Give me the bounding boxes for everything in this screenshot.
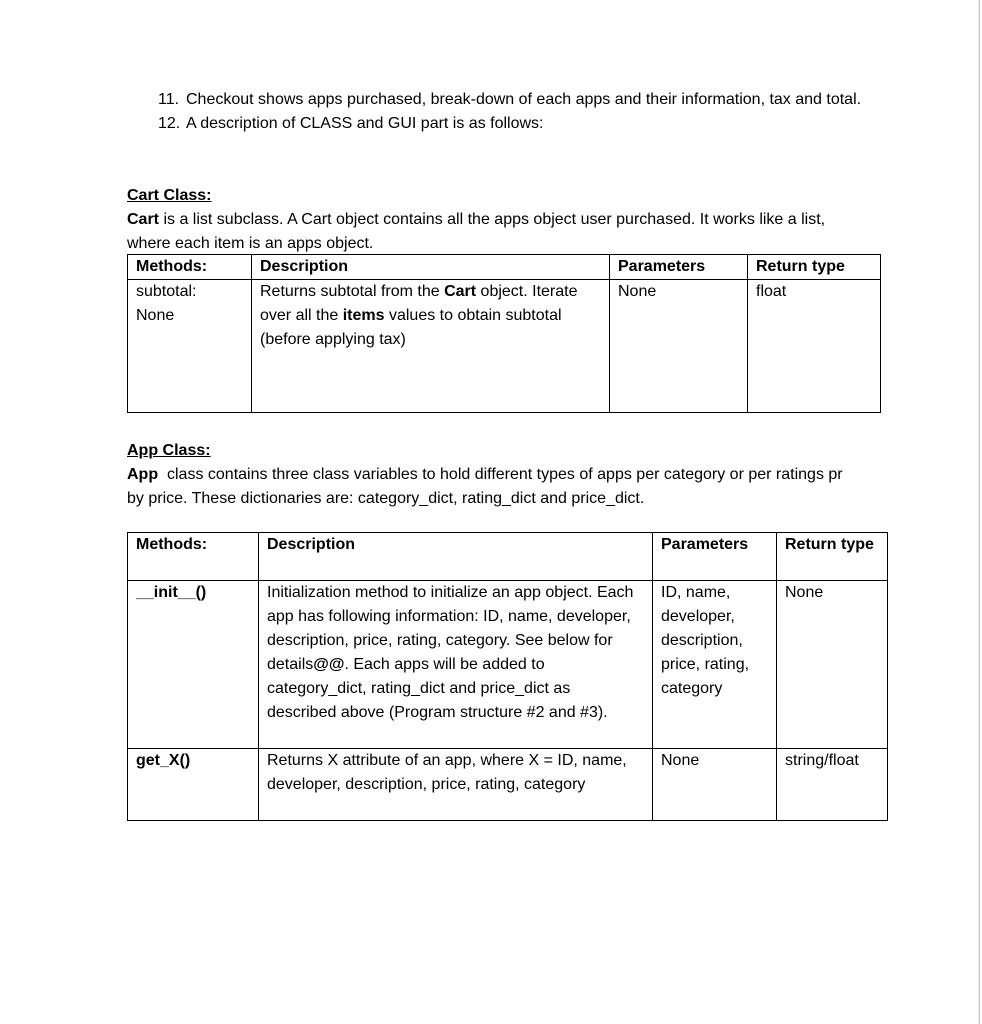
list-item-number: 11. xyxy=(158,91,180,108)
list-item-text: A description of CLASS and GUI part is as follows: xyxy=(186,115,544,132)
cart-class-name: Cart xyxy=(127,211,160,228)
page-edge xyxy=(979,0,980,1024)
cart-class-description-text: is a list subclass. A Cart object contains all the apps object user purchased. It works like a list, where each item is an apps object. xyxy=(127,211,826,252)
list-item xyxy=(158,112,878,136)
description-text: Returns subtotal from the xyxy=(260,283,445,300)
parameters-cell: None xyxy=(610,280,748,413)
header-description: Description xyxy=(259,533,653,581)
header-parameters: Parameters xyxy=(653,533,777,581)
app-class-section xyxy=(127,439,862,511)
header-return-type: Return type xyxy=(748,255,881,280)
method-cell: get_X() xyxy=(128,749,259,821)
list-item-text: Checkout shows apps purchased, break-down of each apps and their information, tax and total. xyxy=(186,91,862,108)
method-cell xyxy=(128,280,252,413)
return-type-cell: float xyxy=(748,280,881,413)
header-parameters: Parameters xyxy=(610,255,748,280)
description-text: object. Iterate over all the xyxy=(260,283,578,324)
method-cell: __init__() xyxy=(128,581,259,749)
description-text: values to obtain subtotal (before applying tax) xyxy=(260,307,562,348)
app-class-name: App xyxy=(127,466,159,483)
description-bold: items xyxy=(342,307,385,324)
table-row xyxy=(128,749,888,821)
table-row xyxy=(128,280,881,413)
app-methods-table xyxy=(127,532,888,821)
header-description: Description xyxy=(252,255,610,280)
list-item-number: 12. xyxy=(158,115,181,132)
cart-class-description xyxy=(127,208,862,256)
return-type-cell: string/float xyxy=(777,749,888,821)
parameters-cell: ID, name, developer, description, price, rating, category xyxy=(653,581,777,749)
method-note: None xyxy=(136,307,175,324)
table-header-row xyxy=(128,533,888,581)
cart-methods-table xyxy=(127,254,881,413)
description-cell xyxy=(252,280,610,413)
description-cell xyxy=(259,581,653,749)
app-class-title: App Class: xyxy=(127,442,211,459)
description-text: . Each apps will be added to category_dict, rating_dict and price_dict as described above (Program structure #2 and #3). xyxy=(267,656,608,721)
app-class-description-text: class contains three class variables to hold different types of apps per category or per ratings pr by price. These dictionaries are: category_dict, rating_dict and price_dict. xyxy=(127,466,848,507)
list-item xyxy=(158,88,878,112)
header-methods: Methods: xyxy=(128,533,259,581)
header-methods: Methods: xyxy=(128,255,252,280)
description-bold: Cart xyxy=(444,283,477,300)
table-header-row xyxy=(128,255,881,280)
description-bold: @@ xyxy=(313,656,345,673)
description-text: Initialization method to initialize an app object. Each app has following information: ID, name, developer, description, price, rating, category. See below for details xyxy=(267,584,634,673)
parameters-cell: None xyxy=(653,749,777,821)
cart-class-title: Cart Class: xyxy=(127,187,212,204)
header-return-type: Return type xyxy=(777,533,888,581)
numbered-list xyxy=(158,88,878,136)
app-class-description xyxy=(127,463,862,511)
method-name: subtotal: xyxy=(136,283,197,300)
description-cell: Returns X attribute of an app, where X = ID, name, developer, description, price, rating, category xyxy=(259,749,653,821)
return-type-cell: None xyxy=(777,581,888,749)
cart-class-section xyxy=(127,184,862,256)
table-row xyxy=(128,581,888,749)
